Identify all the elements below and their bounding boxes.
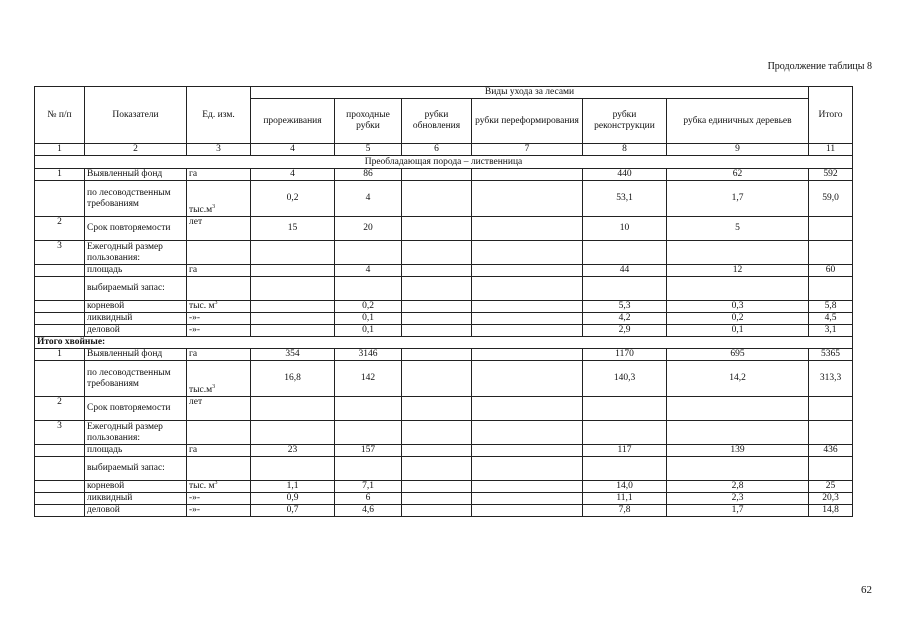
- forest-care-table: [34, 86, 853, 517]
- table-row: [35, 445, 853, 457]
- value-cell: 0,2: [335, 301, 402, 313]
- header-indicators: Показатели: [85, 87, 187, 144]
- value-cell: 140,3: [583, 361, 667, 397]
- row-number: 2: [35, 217, 85, 241]
- header-total: Итого: [809, 87, 853, 144]
- table-row: [35, 241, 853, 265]
- indicator-label: по лесоводственным требованиям: [85, 361, 187, 397]
- header-col-reconstruction: рубки реконструкции: [583, 99, 667, 144]
- row-number: 1: [35, 169, 85, 181]
- value-cell: 12: [667, 265, 809, 277]
- value-cell: 53,1: [583, 181, 667, 217]
- row-number: 2: [35, 397, 85, 421]
- unit-cell: га: [187, 169, 251, 181]
- value-cell: 695: [667, 349, 809, 361]
- total-cell: 59,0: [809, 181, 853, 217]
- indicator-label: по лесоводственным требованиям: [85, 181, 187, 217]
- indicator-label: корневой: [85, 301, 187, 313]
- table-row: [35, 217, 853, 241]
- col-number: 4: [251, 144, 335, 156]
- header-col-renewal: рубки обновления: [402, 99, 472, 144]
- value-cell: 7,1: [335, 481, 402, 493]
- value-cell: 354: [251, 349, 335, 361]
- indicator-label: корневой: [85, 481, 187, 493]
- unit-cell: $тыс.м^3$: [187, 361, 251, 397]
- value-cell: 3146: [335, 349, 402, 361]
- value-cell: 6: [335, 493, 402, 505]
- value-cell: 7,8: [583, 505, 667, 517]
- unit-cell: га: [187, 445, 251, 457]
- indicator-label: выбираемый запас:: [85, 457, 187, 481]
- table-row: [35, 505, 853, 517]
- value-cell: 157: [335, 445, 402, 457]
- value-cell: 20: [335, 217, 402, 241]
- header-num: № п/п: [35, 87, 85, 144]
- value-cell: 14,0: [583, 481, 667, 493]
- value-cell: 0,3: [667, 301, 809, 313]
- column-numbers-row: [35, 144, 853, 156]
- total-cell: 5,8: [809, 301, 853, 313]
- table-row: [35, 361, 853, 397]
- indicator-label: ликвидный: [85, 313, 187, 325]
- section-title-row: [35, 337, 853, 349]
- value-cell: 440: [583, 169, 667, 181]
- value-cell: 5: [667, 217, 809, 241]
- value-cell: 0,1: [667, 325, 809, 337]
- value-cell: 4: [251, 169, 335, 181]
- value-cell: 2,8: [667, 481, 809, 493]
- value-cell: 0,2: [667, 313, 809, 325]
- value-cell: 1,1: [251, 481, 335, 493]
- value-cell: 0,1: [335, 325, 402, 337]
- unit-cell: -»-: [187, 493, 251, 505]
- indicator-label: Выявленный фонд: [85, 169, 187, 181]
- unit-cell: га: [187, 265, 251, 277]
- header-col-thinning: прореживания: [251, 99, 335, 144]
- table-row: [35, 265, 853, 277]
- value-cell: 14,2: [667, 361, 809, 397]
- value-cell: 44: [583, 265, 667, 277]
- page-number: 62: [861, 584, 872, 596]
- indicator-label: площадь: [85, 265, 187, 277]
- value-cell: 142: [335, 361, 402, 397]
- table-row: [35, 493, 853, 505]
- col-number: 1: [35, 144, 85, 156]
- indicator-label: деловой: [85, 325, 187, 337]
- col-number: 7: [472, 144, 583, 156]
- header-col-single-trees: рубка единичных деревьев: [667, 99, 809, 144]
- table-row: [35, 349, 853, 361]
- value-cell: 4,6: [335, 505, 402, 517]
- value-cell: 2,9: [583, 325, 667, 337]
- col-number: 11: [809, 144, 853, 156]
- table-row: [35, 181, 853, 217]
- value-cell: 10: [583, 217, 667, 241]
- value-cell: 0,1: [335, 313, 402, 325]
- unit-cell: лет: [187, 397, 251, 421]
- table-row: [35, 421, 853, 445]
- unit-cell: -»-: [187, 313, 251, 325]
- unit-cell: $тыс.м^3$: [187, 181, 251, 217]
- value-cell: 1170: [583, 349, 667, 361]
- value-cell: 1,7: [667, 505, 809, 517]
- col-number: 3: [187, 144, 251, 156]
- indicator-label: выбираемый запас:: [85, 277, 187, 301]
- total-cell: 25: [809, 481, 853, 493]
- unit-cell: тыс. $м^3$: [187, 481, 251, 493]
- value-cell: 4: [335, 181, 402, 217]
- header-col-passage: проходные рубки: [335, 99, 402, 144]
- col-number: 2: [85, 144, 187, 156]
- value-cell: 4: [335, 265, 402, 277]
- value-cell: 139: [667, 445, 809, 457]
- indicator-label: Срок повторяемости: [85, 397, 187, 421]
- value-cell: 0,7: [251, 505, 335, 517]
- col-number: 6: [402, 144, 472, 156]
- continuation-label: Продолжение таблицы 8: [767, 61, 872, 72]
- value-cell: 4,2: [583, 313, 667, 325]
- table-row: [35, 325, 853, 337]
- value-cell: 0,2: [251, 181, 335, 217]
- value-cell: 11,1: [583, 493, 667, 505]
- total-cell: 14,8: [809, 505, 853, 517]
- indicator-label: ликвидный: [85, 493, 187, 505]
- table-row: [35, 301, 853, 313]
- table-row: [35, 277, 853, 301]
- value-cell: 0,9: [251, 493, 335, 505]
- value-cell: 62: [667, 169, 809, 181]
- col-number: 8: [583, 144, 667, 156]
- table-row: [35, 169, 853, 181]
- indicator-label: Выявленный фонд: [85, 349, 187, 361]
- header-group: Виды ухода за лесами: [251, 87, 809, 99]
- total-cell: 592: [809, 169, 853, 181]
- total-cell: 60: [809, 265, 853, 277]
- col-number: 9: [667, 144, 809, 156]
- value-cell: 117: [583, 445, 667, 457]
- total-cell: 436: [809, 445, 853, 457]
- total-cell: 4,5: [809, 313, 853, 325]
- row-number: 3: [35, 241, 85, 265]
- table-row: [35, 397, 853, 421]
- value-cell: 16,8: [251, 361, 335, 397]
- total-cell: 5365: [809, 349, 853, 361]
- total-cell: 313,3: [809, 361, 853, 397]
- table-row: [35, 313, 853, 325]
- indicator-label: деловой: [85, 505, 187, 517]
- value-cell: 23: [251, 445, 335, 457]
- indicator-label: Срок повторяемости: [85, 217, 187, 241]
- total-cell: 20,3: [809, 493, 853, 505]
- unit-cell: га: [187, 349, 251, 361]
- row-number: 3: [35, 421, 85, 445]
- value-cell: 1,7: [667, 181, 809, 217]
- row-number: 1: [35, 349, 85, 361]
- header-col-reformation: рубки переформирования: [472, 99, 583, 144]
- indicator-label: площадь: [85, 445, 187, 457]
- total-cell: 3,1: [809, 325, 853, 337]
- section-title-larch: Преобладающая порода – лиственница: [35, 156, 853, 169]
- unit-cell: -»-: [187, 325, 251, 337]
- value-cell: 5,3: [583, 301, 667, 313]
- value-cell: 86: [335, 169, 402, 181]
- indicator-label: Ежегодный размер пользования:: [85, 421, 187, 445]
- section-title-row: [35, 156, 853, 169]
- unit-cell: -»-: [187, 505, 251, 517]
- section-title-conifers: Итого хвойные:: [35, 337, 853, 349]
- value-cell: 15: [251, 217, 335, 241]
- indicator-label: Ежегодный размер пользования:: [85, 241, 187, 265]
- unit-cell: тыс. $м^3$: [187, 301, 251, 313]
- unit-cell: лет: [187, 217, 251, 241]
- header-unit: Ед. изм.: [187, 87, 251, 144]
- value-cell: 2,3: [667, 493, 809, 505]
- col-number: 5: [335, 144, 402, 156]
- table-row: [35, 481, 853, 493]
- table-row: [35, 457, 853, 481]
